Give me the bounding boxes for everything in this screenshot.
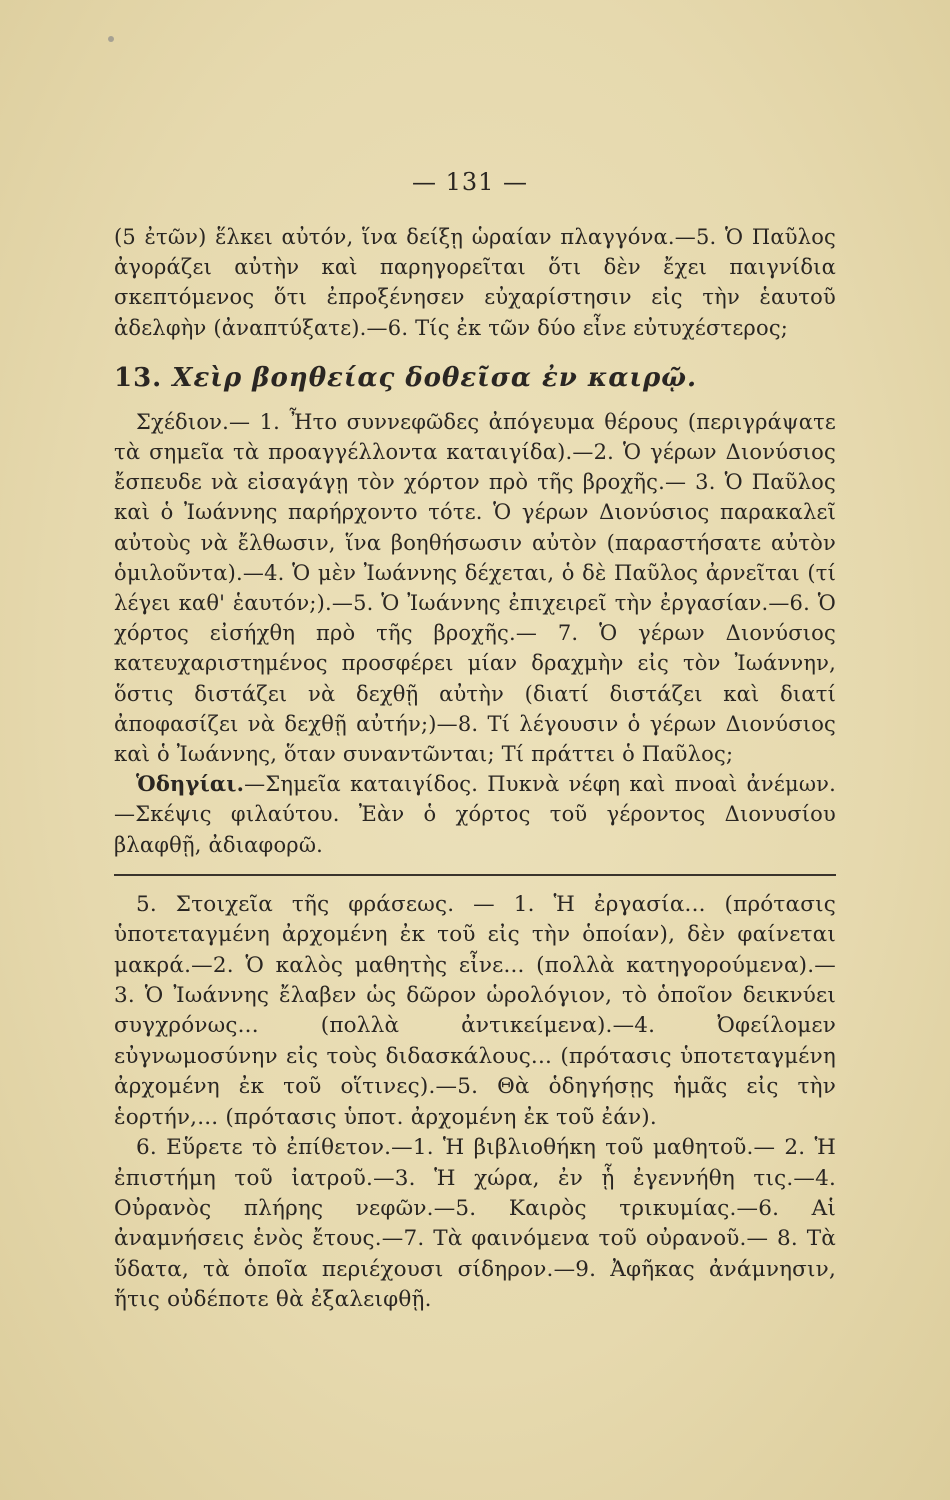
intro-paragraph: (5 ἐτῶν) ἕλκει αὐτόν, ἵνα δείξῃ ὡραίαν πλαγγόνα.—5. Ὁ Παῦλος ἀγοράζει αὐτὴν καὶ παρηγορεῖται ὅτι δὲν ἔχει παιγνίδια σκεπτόμενος ὅτι ἐπροξένησεν εὐχαρίστησιν εἰς τὴν ἑαυτοῦ ἀδελφὴν (ἀναπτύξατε).—6. Τίς ἐκ τῶν δύο εἶνε εὐτυχέστερος; [114, 225, 836, 340]
section-heading [114, 363, 836, 393]
exercises [114, 890, 836, 1316]
page-number: — 131 — [411, 168, 529, 196]
exercise-6-paragraph: 6. Εὕρετε τὸ ἐπίθετον.—1. Ἡ βιβλιοθήκη τοῦ μαθητοῦ.— 2. Ἡ ἐπιστήμη τοῦ ἰατροῦ.—3. Ἡ χώρα, ἐν ᾗ ἐγεννήθη τις.—4. Οὐρανὸς πλήρης νεφῶν.—5. Καιρὸς τρικυμίας.—6. Αἱ ἀναμνήσεις ἑνὸς ἔτους.—7. Τὰ φαινόμενα τοῦ οὐρανοῦ.— 8. Τὰ ὕδατα, τὰ ὁποῖα περιέχουσι σίδηρον.—9. Ἀφῆκας ἀνάμνησιν, ἥτις οὐδέποτε θὰ ἐξαλειφθῇ. [114, 1135, 836, 1313]
section-title: Χεὶρ βοηθείας δοθεῖσα ἐν καιρῷ. [172, 362, 698, 393]
divider-rule [114, 874, 836, 876]
sketch-paragraph: Σχέδιον.— 1. Ἦτο συννεφῶδες ἀπόγευμα θέρους (περιγράψατε τὰ σημεῖα τὰ προαγγέλλοντα καταιγίδα).—2. Ὁ γέρων Διονύσιος ἔσπευδε νὰ εἰσαγάγῃ τὸν χόρτον πρὸ τῆς βροχῆς.— 3. Ὁ Παῦλος καὶ ὁ Ἰωάννης παρήρχοντο τότε. Ὁ γέρων Διονύσιος παρακαλεῖ αὐτοὺς νὰ ἔλθωσιν, ἵνα βοηθήσωσιν αὐτὸν (παραστήσατε αὐτὸν ὁμιλοῦντα).—4. Ὁ μὲν Ἰωάννης δέχεται, ὁ δὲ Παῦλος ἀρνεῖται (τί λέγει καθ' ἑαυτόν;).—5. Ὁ Ἰωάννης ἐπιχειρεῖ τὴν ἐργασίαν.—6. Ὁ χόρτος εἰσήχθη πρὸ τῆς βροχῆς.— 7. Ὁ γέρων Διονύσιος κατευχαριστημένος προσφέρει μίαν δραχμὴν εἰς τὸν Ἰωάννην, ὅστις διστάζει νὰ δεχθῇ αὐτὴν (διατί διστάζει καὶ διατί ἀποφασίζει νὰ δεχθῇ αὐτήν;)—8. Τί λέγουσιν ὁ γέρων Διονύσιος καὶ ὁ Ἰωάννης, ὅταν συναντῶνται; Τί πράττει ὁ Παῦλος; [114, 409, 836, 767]
book-page [114, 168, 836, 1316]
section-number: 13. [114, 362, 163, 393]
exercise-5-paragraph: 5. Στοιχεῖα τῆς φράσεως. — 1. Ἡ ἐργασία... (πρότασις ὑποτεταγμένη ἀρχομένη ἐκ τοῦ εἰς τὴν ὁποίαν), δὲν φαίνεται μακρά.—2. Ὁ καλὸς μαθητὴς εἶνε... (πολλὰ κατηγορούμενα).— 3. Ὁ Ἰωάννης ἔλαβεν ὡς δῶρον ὡρολόγιον, τὸ ὁποῖον δεικνύει συγχρόνως... (πολλὰ ἀντικείμενα).—4. Ὀφείλομεν εὐγνωμοσύνην εἰς τοὺς διδασκάλους... (πρότασις ὑποτεταγμένη ἀρχομένη ἐκ τοῦ οἵτινες).—5. Θὰ ὁδηγήσῃς ἡμᾶς εἰς τὴν ἑορτήν,... (πρότασις ὑποτ. ἀρχομένη ἐκ τοῦ ἐάν). [114, 891, 836, 1130]
guidance-text: —Σημεῖα καταιγίδος. Πυκνὰ νέφη καὶ πνοαὶ ἀνέμων.—Σκέψις φιλαύτου. Ἐὰν ὁ χόρτος τοῦ γέροντος Διονυσίου βλαφθῇ, ἀδιαφορῶ. [114, 772, 836, 857]
guidance-label: Ὁδηγίαι. [136, 771, 245, 797]
paper-stain [108, 36, 114, 42]
guidance-paragraph [114, 769, 836, 860]
